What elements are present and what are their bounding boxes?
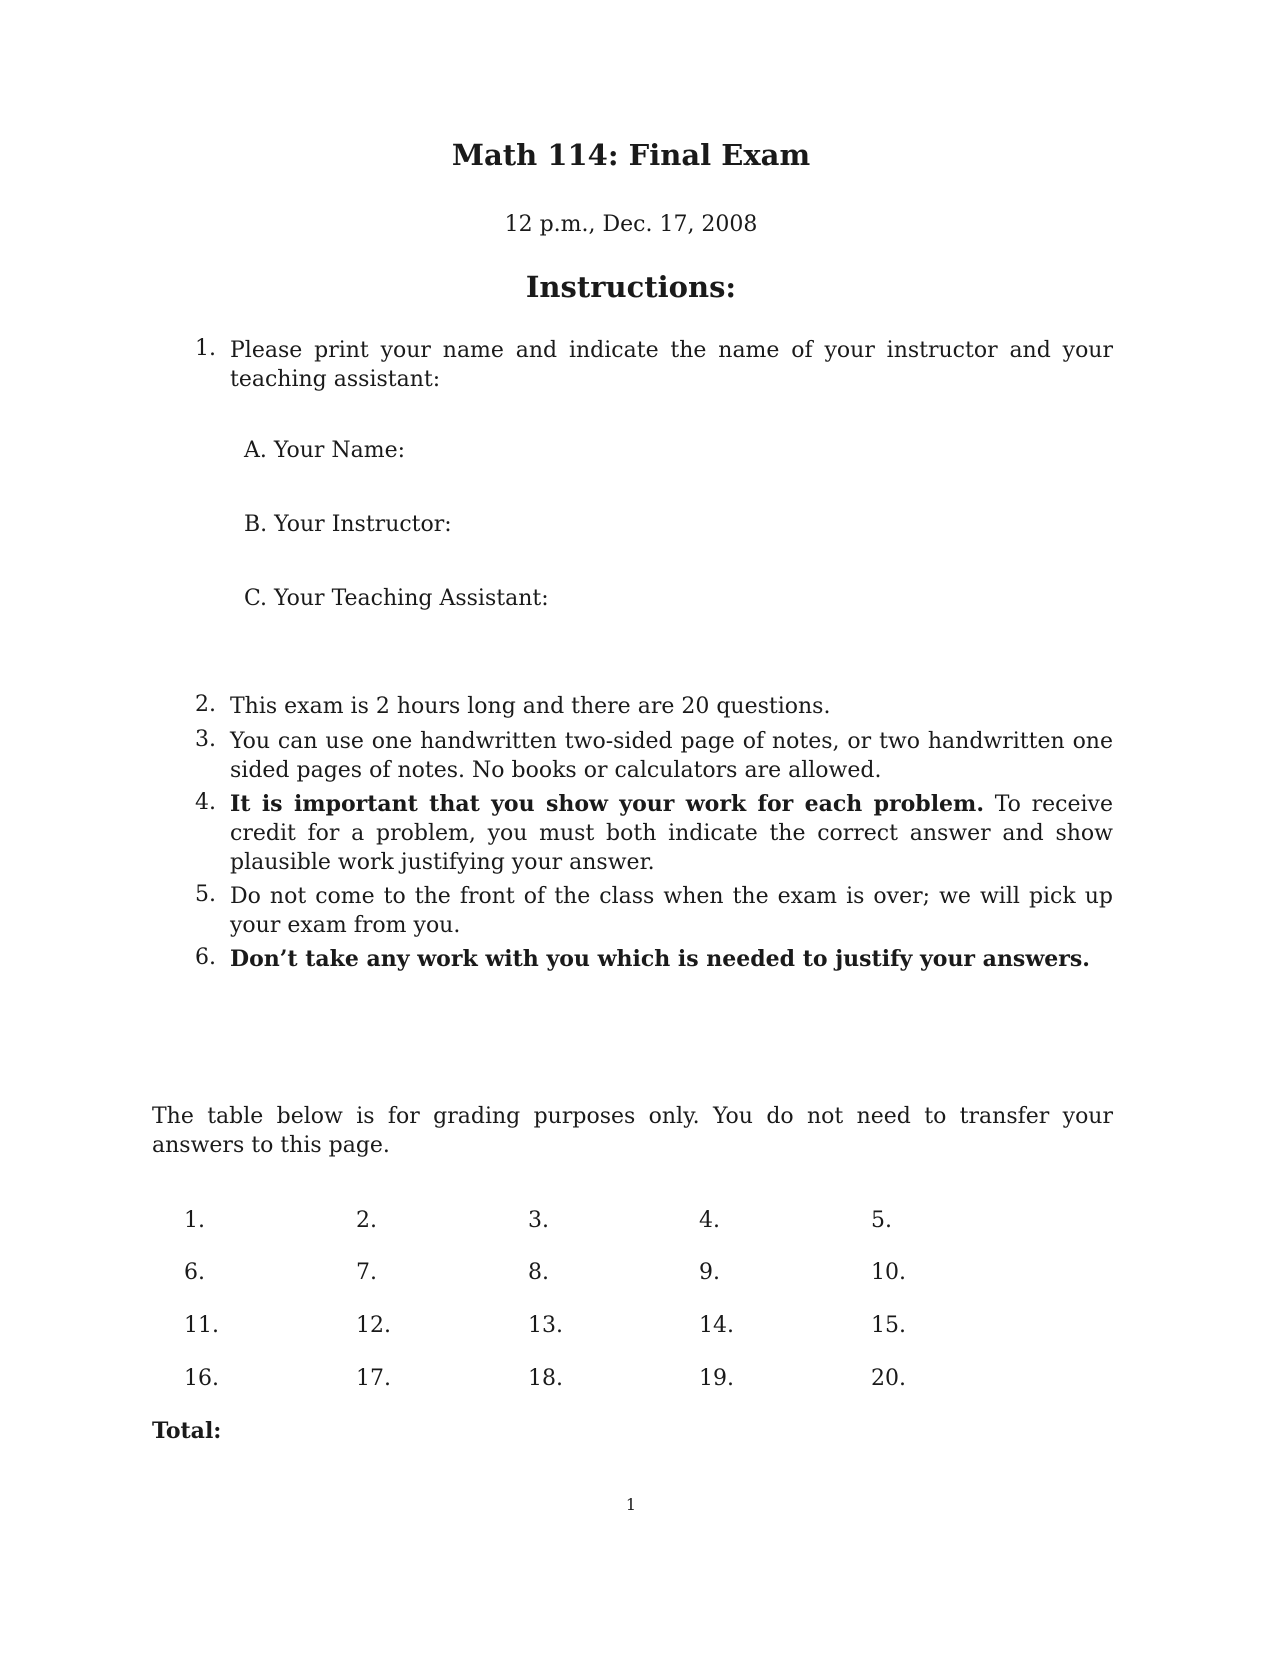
instructor-field-label: B. Your Instructor: <box>244 512 452 537</box>
grade-cell: 20. <box>871 1366 906 1391</box>
grade-cell: 2. <box>356 1208 377 1233</box>
instruction-text: Do not come to the front of the class when the exam is over; we will pick up your exam from you. <box>230 884 1113 938</box>
grade-cell: 8. <box>528 1260 549 1285</box>
grade-cell: 13. <box>528 1313 563 1338</box>
grade-cell: 18. <box>528 1366 563 1391</box>
grade-cell: 19. <box>699 1366 734 1391</box>
grade-cell: 14. <box>699 1313 734 1338</box>
grade-cell: 7. <box>356 1260 377 1285</box>
grade-cell: 3. <box>528 1208 549 1233</box>
total-label: Total: <box>152 1418 222 1444</box>
instructions-heading: Instructions: <box>525 270 737 304</box>
grade-cell: 15. <box>871 1313 906 1338</box>
instruction-text: You can use one handwritten two-sided page of notes, or two handwritten one sided pages of notes. No books or calculators are allowed. <box>230 729 1113 783</box>
grading-intro: The table below is for grading purposes only. You do not need to transfer your answers to this page. <box>152 1104 1113 1158</box>
page-number: 1 <box>625 1495 637 1514</box>
instruction-text: This exam is 2 hours long and there are 20 questions. <box>230 694 831 719</box>
grade-cell: 9. <box>699 1260 720 1285</box>
grade-cell: 10. <box>871 1260 906 1285</box>
grade-cell: 6. <box>184 1260 205 1285</box>
grade-cell: 5. <box>871 1208 892 1233</box>
instruction-number: 5. <box>195 882 216 907</box>
instruction-text: Don’t take any work with you which is needed to justify your answers. <box>230 946 1090 972</box>
grade-cell: 17. <box>356 1366 391 1391</box>
instruction-number: 6. <box>195 945 216 970</box>
instruction-number: 1. <box>195 336 216 361</box>
instruction-bold-text: It is important that you show your work for each problem. <box>230 791 984 817</box>
grade-cell: 12. <box>356 1313 391 1338</box>
instruction-plain-text: To receive credit for a problem, you must both indicate the correct answer and show plausible work justifying your answer. <box>230 792 1113 875</box>
teaching-assistant-field-label: C. Your Teaching Assistant: <box>244 586 549 611</box>
instruction-text: Please print your name and indicate the name of your instructor and your teaching assistant: <box>230 338 1113 392</box>
grade-cell: 1. <box>184 1208 205 1233</box>
grade-cell: 16. <box>184 1366 219 1391</box>
instruction-text <box>230 790 1113 877</box>
exam-date: 12 p.m., Dec. 17, 2008 <box>504 212 758 237</box>
grade-cell: 4. <box>699 1208 720 1233</box>
instruction-number: 4. <box>195 790 216 815</box>
instruction-number: 3. <box>195 727 216 752</box>
exam-title: Math 114: Final Exam <box>451 138 811 172</box>
grade-cell: 11. <box>184 1313 219 1338</box>
instruction-number: 2. <box>195 692 216 717</box>
name-field-label: A. Your Name: <box>244 438 406 463</box>
